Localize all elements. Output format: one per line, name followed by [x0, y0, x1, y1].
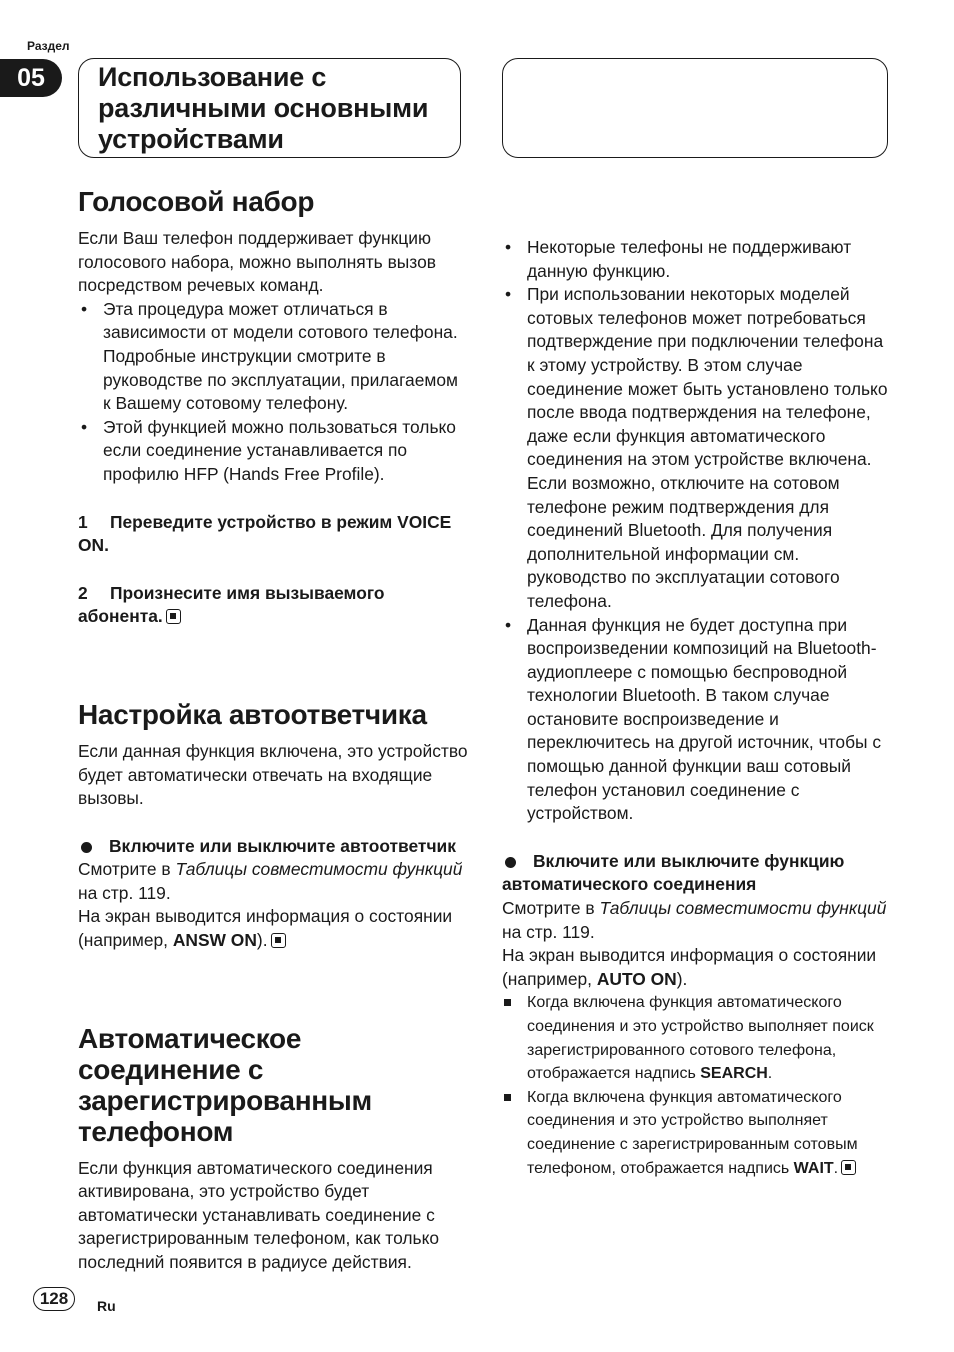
reference-prefix: Смотрите в	[78, 859, 176, 880]
step-text: Переведите устройство в режим VOICE ON.	[78, 511, 452, 556]
intro-continuation-spacer	[502, 188, 894, 236]
reference-suffix: на стр. 119.	[502, 921, 595, 942]
auto-connect-step	[502, 850, 894, 897]
reference-link: Таблицы совместимости функций	[599, 898, 887, 919]
step-text: Произнесите имя вызываемого абонента.	[78, 582, 385, 627]
auto-connect-heading: Автоматическое соединение с зарегистрированным телефоном	[78, 1022, 372, 1147]
display-value: AUTO ON	[596, 968, 677, 989]
auto-connect-see-reference	[502, 897, 894, 944]
reference-suffix: на стр. 119.	[78, 882, 171, 903]
end-of-section-icon	[166, 609, 181, 624]
reference-prefix: Смотрите в	[502, 898, 600, 919]
display-prefix: На экран выводится информация о состоянии (например,	[502, 945, 877, 989]
note-wait	[502, 1086, 894, 1180]
step-number: 2	[78, 582, 88, 603]
note-value: SEARCH	[700, 1065, 768, 1083]
step-text: Включите или выключите функцию автоматического соединения	[502, 850, 845, 895]
note-text: Когда включена функция автоматического соединения и это устройство выполняет соединение с зарегистрированным сотовым телефоном, отображается надпись	[527, 1088, 858, 1177]
end-of-section-icon	[271, 933, 286, 948]
section-number-tab: 05	[0, 59, 62, 97]
language-code: Ru	[97, 1298, 116, 1314]
note-square-icon	[504, 999, 511, 1006]
note-suffix: .	[767, 1065, 773, 1083]
auto-answer-intro: Если данная функция включена, это устройство будет автоматически отвечать на входящие вызовы.	[78, 740, 468, 809]
note-search	[502, 991, 894, 1085]
display-suffix: ).	[256, 930, 268, 951]
page-number: 128	[33, 1287, 75, 1311]
display-suffix: ).	[676, 968, 688, 989]
voice-dial-step-1	[78, 511, 470, 558]
auto-answer-step	[78, 835, 470, 859]
right-column	[502, 188, 894, 1180]
note-text: Когда включена функция автоматического соединения и это устройство выполняет поиск зарегистрированного сотового телефона, отображается надпись	[527, 994, 874, 1083]
list-item: • Эта процедура может отличаться в зависимости от модели сотового телефона. Подробные инструкции смотрите в руководстве по эксплуатации, прилагаемом к Вашему сотовому телефону.	[78, 298, 470, 416]
note-value: WAIT	[793, 1159, 834, 1177]
voice-dial-intro: Если Ваш телефон поддерживает функцию голосового набора, можно выполнять вызов посредством речевых команд.	[78, 228, 436, 296]
bullet-dot-icon	[505, 857, 516, 868]
note-square-icon	[504, 1094, 511, 1101]
voice-dial-step-2	[78, 582, 470, 629]
auto-answer-heading: Настройка автоответчика	[78, 698, 427, 730]
display-prefix: На экран выводится информация о состоянии (например,	[78, 906, 453, 951]
note-suffix: .	[833, 1159, 839, 1177]
reference-link: Таблицы совместимости функций	[175, 859, 463, 880]
display-value: ANSW ON	[172, 930, 257, 951]
voice-dial-heading: Голосовой набор	[78, 186, 315, 217]
section-label: Раздел	[27, 39, 70, 53]
auto-connect-display-info	[502, 944, 894, 991]
auto-connect-bullets	[502, 236, 894, 826]
step-number: 1	[78, 511, 88, 532]
end-of-section-icon	[841, 1160, 856, 1175]
chapter-title-box	[78, 58, 461, 158]
left-column	[78, 186, 470, 1275]
list-item: • Этой функцией можно пользоваться только если соединение устанавливается по профилю HFP (Hands Free Profile).	[78, 416, 470, 487]
voice-dial-bullets	[78, 298, 470, 487]
auto-answer-see-reference	[78, 858, 470, 905]
auto-connect-intro: Если функция автоматического соединения активирована, это устройство будет автоматически устанавливать соединение с зарегистрированным телефоном, как только последний появится в радиусе действия.	[78, 1157, 440, 1273]
step-text: Включите или выключите автоответчик	[109, 835, 456, 856]
list-item: • Некоторые телефоны не поддерживают данную функцию.	[502, 236, 894, 283]
empty-header-box	[502, 58, 888, 158]
chapter-title: Использование с различными основными устройствами	[98, 62, 429, 154]
bullet-dot-icon	[81, 842, 92, 853]
auto-answer-display-info	[78, 905, 470, 952]
list-item: • При использовании некоторых моделей сотовых телефонов может потребоваться подтверждение при подключении телефона к этому устройству. В этом случае соединение может быть установлено только после ввода подтверждения на телефоне, даже если функция автоматического соединения на этом устройстве включена. Если возможно, отключите на сотовом телефоне режим подтверждения для соединений Bluetooth. Для получения дополнительной информации см. руководство по эксплуатации сотового телефона.	[502, 283, 894, 613]
list-item: • Данная функция не будет доступна при воспроизведении композиций на Bluetooth-аудиоплеере с помощью беспроводной технологии Bluetooth. В таком случае остановите воспроизведение и переключитесь на другой источник, чтобы с помощью данной функции ваш сотовый телефон установил соединение с устройством.	[502, 614, 894, 826]
